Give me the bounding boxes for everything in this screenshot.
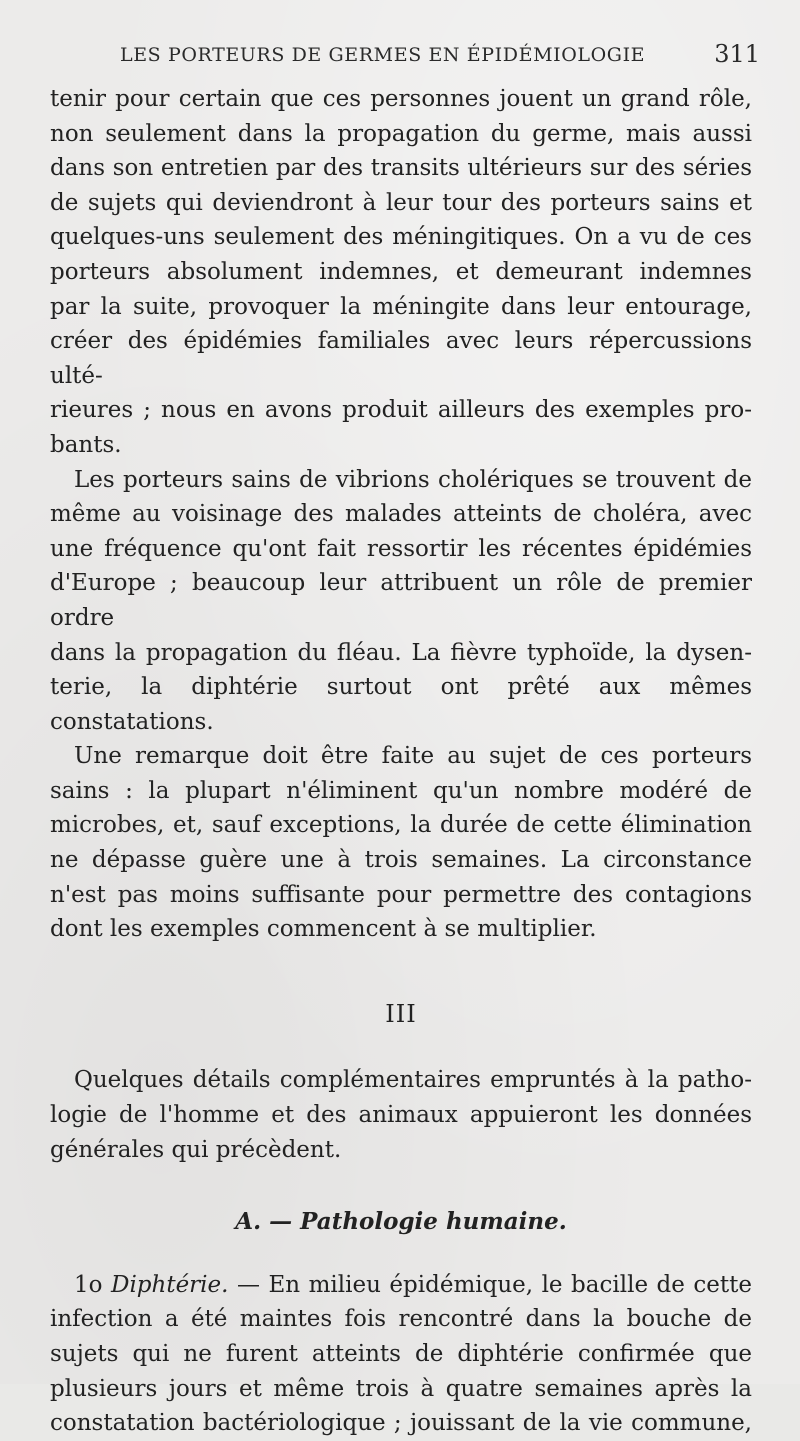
text-line: sains : la plupart n'éliminent qu'un nombre modéré de [50, 777, 752, 804]
text-line: rieures ; nous en avons produit ailleurs des exemples pro- [50, 397, 752, 424]
text-line: porteurs absolument indemnes, et demeurant indemnes [50, 258, 752, 285]
text-line: Une remarque doit être faite au sujet de ces porteurs [74, 743, 752, 770]
text-line: ne dépasse guère une à trois semaines. La circonstance [50, 847, 752, 874]
text-line: d'Europe ; beaucoup leur attribuent un rôle de premier ordre [50, 570, 752, 631]
text-line: une fréquence qu'ont fait ressortir les récentes épidémies [50, 535, 752, 562]
text-line: Quelques détails complémentaires empruntés à la patho- [74, 1067, 752, 1094]
text-line-lead [50, 1268, 752, 1303]
text-line: plusieurs jours et même trois à quatre semaines après la [50, 1375, 752, 1402]
paragraph-4 [50, 1063, 752, 1167]
paragraph-3 [50, 739, 752, 947]
text-line: tenir pour certain que ces personnes jouent un grand rôle, [50, 86, 752, 112]
paragraph-1 [50, 82, 752, 463]
text-line: dans la propagation du fléau. La fièvre typhoïde, la dysen- [50, 639, 752, 666]
header-title: LES PORTEURS DE GERMES EN ÉPIDÉMIOLOGIE [120, 44, 646, 66]
lead-number: 1o [74, 1271, 111, 1298]
lead-rest: — En milieu épidémique, le bacille de cette [228, 1271, 752, 1298]
text-line: dans son entretien par des transits ultérieurs sur des séries [50, 155, 752, 182]
text-line: Les porteurs sains de vibrions cholériques se trouvent de [74, 466, 752, 493]
text-line: même au voisinage des malades atteints de choléra, avec [50, 501, 752, 528]
text-line: sujets qui ne furent atteints de diphtérie confirmée que [50, 1341, 752, 1367]
text-line: logie de l'homme et des animaux appuieront les données [50, 1102, 752, 1129]
lead-title: Diphtérie. [111, 1271, 229, 1298]
running-header [120, 40, 760, 74]
page-number: 311 [714, 40, 760, 68]
text-line: n'est pas moins suffisante pour permettre des contagions [50, 881, 752, 908]
paragraph-2 [50, 463, 752, 740]
section-numeral: III [385, 999, 417, 1028]
section-subheading: A. — Pathologie humaine. [235, 1208, 567, 1236]
text-line: par la suite, provoquer la méningite dans leur entourage, [50, 293, 752, 320]
text-line: créer des épidémies familiales avec leurs répercussions ulté- [50, 328, 752, 389]
text-line: quelques-uns seulement des méningitiques. On a vu de ces [50, 224, 752, 251]
text-line: non seulement dans la propagation du germe, mais aussi [50, 120, 752, 147]
text-line: dont les exemples commencent à se multiplier. [50, 916, 597, 943]
text-line: infection a été maintes fois rencontré dans la bouche de [50, 1306, 752, 1333]
text-line: bants. [50, 431, 122, 458]
page-content [50, 82, 752, 1441]
paragraph-5 [50, 1268, 752, 1441]
text-line: de sujets qui deviendront à leur tour des porteurs sains et [50, 189, 752, 216]
text-line: terie, la diphtérie surtout ont prêté aux mêmes constatations. [50, 674, 752, 735]
text-line: constatation bactériologique ; jouissant de la vie commune, [50, 1410, 752, 1437]
text-line: générales qui précèdent. [50, 1136, 342, 1163]
text-line: microbes, et, sauf exceptions, la durée de cette élimination [50, 812, 752, 839]
